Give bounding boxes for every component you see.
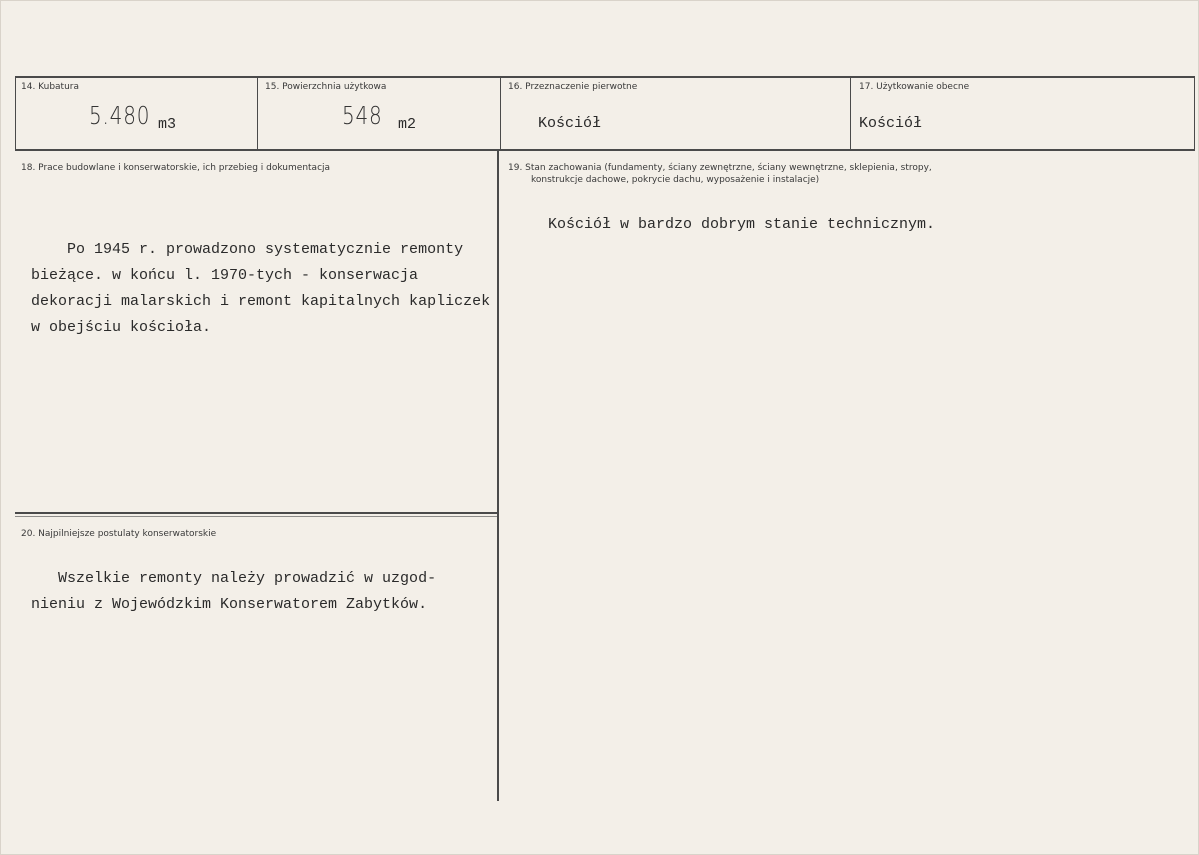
field-19-label-line-1: 19. Stan zachowania (fundamenty, ściany zewnętrzne, ściany wewnętrzne, sklepienia, stropy, [508, 163, 932, 173]
field-14-unit: m3 [158, 116, 177, 133]
field-20-line-2: nieniu z Wojewódzkim Konserwatorem Zabytków. [31, 596, 428, 613]
field-17-label: 17. Użytkowanie obecne [859, 82, 970, 92]
right-border-line [1194, 76, 1195, 151]
left-border-line [15, 76, 16, 151]
field-18-line-4: w obejściu kościoła. [31, 319, 212, 336]
field-15-label: 15. Powierzchnia użytkowa [265, 82, 387, 92]
divider-16-17 [850, 76, 851, 151]
divider-14-15 [257, 76, 258, 151]
divider-15-16 [500, 76, 501, 151]
field-18-line-3: dekoracji malarskich i remont kapitalnych kapliczek [31, 293, 491, 310]
field-19-text: Kościół w bardzo dobrym stanie technicznym. [548, 216, 936, 233]
field-14-label: 14. Kubatura [21, 82, 80, 92]
field-19-label-line-2: konstrukcje dachowe, pokrycie dachu, wyposażenie i instalacje) [531, 175, 820, 185]
field-15-value: 548 [342, 101, 383, 130]
field-18-line-2: bieżące. w końcu l. 1970-tych - konserwacja [31, 267, 419, 284]
field-18-line-1: Po 1945 r. prowadzono systematycznie remonty [31, 241, 464, 258]
field-17-value: Kościół [859, 115, 923, 132]
field-14-value: 5.480 [89, 101, 151, 130]
section18-bottom-line-2 [15, 516, 498, 517]
field-18-label: 18. Prace budowlane i konserwatorskie, ich przebieg i dokumentacja [21, 163, 331, 173]
row1-bottom-line [15, 149, 1195, 151]
top-border-line [15, 76, 1195, 78]
field-16-value: Kościół [538, 115, 602, 132]
field-20-label: 20. Najpilniejsze postulaty konserwatorskie [21, 529, 217, 539]
field-20-line-1: Wszelkie remonty należy prowadzić w uzgod- [31, 570, 437, 587]
center-vertical-line [497, 151, 499, 801]
section18-bottom-line [15, 512, 498, 514]
field-16-label: 16. Przeznaczenie pierwotne [508, 82, 638, 92]
field-15-unit: m2 [398, 116, 417, 133]
